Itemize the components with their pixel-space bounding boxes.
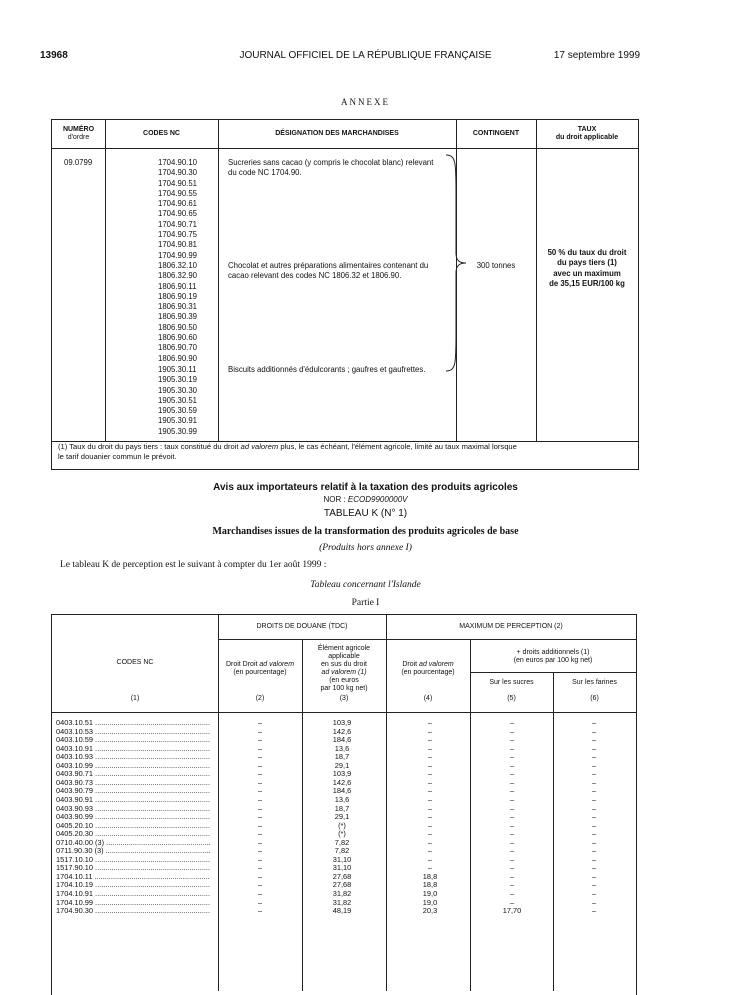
row-element-agricole: 27,68: [332, 871, 352, 881]
row-max-ad-valorem: 18,8: [422, 871, 438, 881]
row-element-agricole: 13,6: [334, 794, 350, 804]
row-farines: –: [591, 854, 597, 864]
nc-code: 1704.90.65: [158, 209, 198, 219]
row-farines: –: [591, 863, 597, 873]
row-droit-ad-valorem: –: [257, 846, 263, 856]
header-date: 17 septembre 1999: [553, 50, 640, 61]
row-farines: –: [591, 880, 597, 890]
row-farines: –: [591, 837, 597, 847]
row-sucres: –: [509, 803, 515, 813]
row-max-ad-valorem: –: [427, 760, 433, 770]
row-element-agricole: 142,6: [332, 726, 352, 736]
tableau-title: TABLEAU K (N° 1): [323, 508, 408, 519]
row-max-ad-valorem: 18,8: [422, 880, 438, 890]
notice-title: Avis aux importateurs relatif à la taxation des produits agricoles: [213, 482, 518, 493]
row-sucres: –: [509, 760, 515, 770]
row-droit-ad-valorem: –: [257, 812, 263, 822]
row-farines: –: [591, 794, 597, 804]
codes-group-2: [158, 261, 197, 364]
tableau-k: [51, 614, 637, 995]
row-farines: –: [591, 871, 597, 881]
row-farines: –: [591, 846, 597, 856]
row-droit-ad-valorem: –: [257, 794, 263, 804]
row-max-ad-valorem: –: [427, 769, 433, 779]
row-sucres: –: [509, 777, 515, 787]
nc-code: 1905.30.11: [158, 365, 197, 374]
row-code: 1704.10.91 .....: [56, 890, 210, 898]
row-droit-ad-valorem: –: [257, 786, 263, 796]
row-element-agricole: 7,82: [334, 846, 350, 856]
header-contingent: CONTINGENT: [472, 130, 520, 137]
col-num-2: (2): [255, 695, 265, 702]
row-farines: –: [591, 735, 597, 745]
row-code: 1704.10.19 .....: [56, 881, 210, 889]
row-farines: –: [591, 760, 597, 770]
row-max-ad-valorem: 20,3: [422, 906, 438, 916]
header-maximum: MAXIMUM DE PERCEPTION (2): [459, 623, 563, 630]
col-num-5: (5): [507, 695, 516, 702]
header-col6: Sur les farines: [572, 679, 617, 686]
row-code: 1517.10.10 .....: [56, 856, 210, 864]
nor-line: NOR : ECOD9900000V: [323, 495, 408, 504]
row-sucres: –: [509, 812, 515, 822]
row-code: 0710.40.00 (3) .....: [56, 839, 210, 847]
row-code: 0405.20.10 .....: [56, 822, 210, 830]
header-taux: TAUX du droit applicable: [555, 126, 619, 141]
row-element-agricole: 27,68: [332, 880, 352, 890]
hors-annexe: (Produits hors annexe I): [319, 543, 412, 553]
row-sucres: –: [509, 820, 515, 830]
row-element-agricole: 18,7: [334, 803, 350, 813]
row-element-agricole: 18,7: [334, 752, 350, 762]
row-farines: –: [591, 889, 597, 898]
row-code: 1704.10.99 .....: [56, 899, 210, 907]
nc-code: 1806.90.50: [158, 322, 198, 332]
row-max-ad-valorem: –: [427, 786, 433, 796]
row-max-ad-valorem: –: [427, 777, 433, 787]
row-element-agricole: 184,6: [332, 735, 352, 745]
row-element-agricole: 103,9: [332, 718, 352, 727]
row-max-ad-valorem: –: [427, 794, 433, 804]
row-droit-ad-valorem: –: [257, 777, 263, 787]
row-element-agricole: 31,10: [332, 854, 352, 864]
intro-text: Le tableau K de perception est le suivant à compter du 1er août 1999 :: [60, 560, 327, 570]
contingent-value: 300 tonnes: [476, 261, 516, 270]
row-sucres: –: [509, 718, 515, 727]
row-element-agricole: 48,19: [332, 906, 352, 916]
row-code: 0711.90.30 (3) .....: [56, 847, 210, 855]
journal-title: JOURNAL OFFICIEL DE LA RÉPUBLIQUE FRANÇAISE: [239, 50, 492, 61]
row-droit-ad-valorem: –: [257, 752, 263, 762]
page-number: 13968: [40, 50, 68, 61]
row-max-ad-valorem: –: [427, 820, 433, 830]
row-farines: –: [591, 743, 597, 753]
designation-3: Biscuits additionnés d'édulcorants ; gaufres et gaufrettes.: [228, 365, 426, 374]
row-code: 0403.10.93 .....: [56, 753, 210, 761]
row-droit-ad-valorem: –: [257, 760, 263, 770]
header-droits-douane: DROITS DE DOUANE (TDC): [256, 623, 348, 630]
row-max-ad-valorem: –: [427, 718, 433, 727]
row-element-agricole: (*): [338, 829, 346, 839]
row-element-agricole: 184,6: [332, 786, 352, 796]
row-droit-ad-valorem: –: [257, 889, 263, 898]
row-sucres: –: [509, 794, 515, 804]
row-sucres: –: [509, 837, 515, 847]
row-element-agricole: 7,82: [334, 837, 350, 847]
nc-code: 1806.90.70: [158, 343, 198, 353]
row-element-agricole: 31,10: [332, 863, 352, 873]
row-sucres: –: [509, 871, 515, 881]
row-droit-ad-valorem: –: [257, 820, 263, 830]
row-code: 1517.90.10 .....: [56, 864, 210, 872]
nc-code: 1806.90.19: [158, 291, 198, 301]
annex-footnote: (1) Taux du droit du pays tiers : taux constitué du droit ad valorem plus, le cas échéant, l'élément agricole, limité au taux maximal lorsque le tarif douanier commun le prévoit.: [58, 442, 517, 461]
row-droit-ad-valorem: –: [257, 897, 263, 907]
row-max-ad-valorem: –: [427, 743, 433, 753]
nc-code: 1704.90.81: [158, 240, 198, 250]
row-max-ad-valorem: –: [427, 863, 433, 873]
row-farines: –: [591, 820, 597, 830]
header-numero: NUMÉRO d'ordre: [62, 126, 95, 141]
col-num-4: (4): [423, 695, 433, 702]
table-row: [52, 907, 636, 915]
nc-code: 1704.90.55: [158, 188, 198, 198]
row-sucres: –: [509, 889, 515, 898]
row-element-agricole: 103,9: [332, 769, 352, 779]
row-element-agricole: 142,6: [332, 777, 352, 787]
row-sucres: –: [509, 726, 515, 736]
row-farines: –: [591, 786, 597, 796]
row-code: 0403.10.59 .....: [56, 736, 210, 744]
row-code: 0403.10.53 .....: [56, 728, 210, 736]
row-sucres: –: [509, 769, 515, 779]
annex-table: [51, 119, 639, 470]
row-sucres: –: [509, 752, 515, 762]
row-code: 0403.90.93 .....: [56, 805, 210, 813]
designation-2: Chocolat et autres préparations alimentaires contenant du cacao relevant des codes NC 1806.32 et 1806.90.: [228, 261, 429, 281]
row-farines: –: [591, 812, 597, 822]
row-element-agricole: 29,1: [334, 812, 350, 822]
nc-code: 1905.30.51: [158, 395, 198, 405]
codes-group-1: [158, 158, 197, 261]
nc-code: 1806.90.31: [158, 302, 198, 312]
row-sucres: –: [509, 743, 515, 753]
row-max-ad-valorem: –: [427, 752, 433, 762]
row-code: 0403.10.99 .....: [56, 762, 210, 770]
nc-code: 1905.30.19: [158, 375, 198, 385]
designation-1: Sucreries sans cacao (y compris le chocolat blanc) relevant du code NC 1704.90.: [228, 158, 434, 178]
row-sucres: –: [509, 880, 515, 890]
row-droit-ad-valorem: –: [257, 906, 263, 916]
header-col56: + droits additionnels (1) (en euros par 100 kg net): [513, 649, 593, 664]
row-droit-ad-valorem: –: [257, 837, 263, 847]
row-droit-ad-valorem: –: [257, 718, 263, 727]
nc-code: 1704.90.71: [158, 219, 198, 229]
header-col3: Élément agricole applicable en sus du droit ad valorem (1) (en euros par 100 kg net): [317, 645, 371, 692]
row-sucres: 17,70: [502, 906, 522, 916]
header-codes-nc: CODES NC: [116, 659, 154, 666]
row-element-agricole: 29,1: [334, 760, 350, 770]
col-num-6: (6): [590, 695, 599, 702]
row-farines: –: [591, 906, 597, 916]
row-farines: –: [591, 718, 597, 727]
header-col2: Droit Droit ad valorem (en pourcentage): [225, 661, 295, 676]
row-farines: –: [591, 726, 597, 736]
island-title: Tableau concernant l'Islande: [310, 580, 421, 590]
row-element-agricole: 31,82: [332, 889, 352, 898]
row-farines: –: [591, 803, 597, 813]
row-sucres: –: [509, 897, 515, 907]
nc-code: 1704.90.61: [158, 199, 198, 209]
col-num-1: (1): [130, 695, 140, 702]
nc-code: 1806.90.90: [158, 353, 198, 363]
annex-title: ANNEXE: [341, 97, 390, 107]
row-sucres: –: [509, 863, 515, 873]
nc-code: 1704.90.75: [158, 230, 198, 240]
header-designation: DÉSIGNATION DES MARCHANDISES: [275, 130, 399, 137]
row-droit-ad-valorem: –: [257, 803, 263, 813]
row-sucres: –: [509, 786, 515, 796]
row-code: 0403.90.91 .....: [56, 796, 210, 804]
row-max-ad-valorem: –: [427, 854, 433, 864]
row-farines: –: [591, 777, 597, 787]
nc-code: 1704.90.10: [158, 158, 198, 167]
row-code: 0403.90.79 .....: [56, 787, 210, 795]
row-code: 0403.10.91 .....: [56, 745, 210, 753]
row-droit-ad-valorem: –: [257, 743, 263, 753]
nc-code: 1806.90.60: [158, 333, 198, 343]
col-num-3: (3): [339, 695, 349, 702]
codes-group-3: [158, 365, 197, 437]
row-max-ad-valorem: –: [427, 846, 433, 856]
row-sucres: –: [509, 735, 515, 745]
row-farines: –: [591, 769, 597, 779]
row-droit-ad-valorem: –: [257, 880, 263, 890]
nc-code: 1704.90.99: [158, 250, 198, 260]
partie-title: Partie I: [351, 598, 380, 608]
row-code: 0403.10.51 .....: [56, 719, 210, 727]
row-max-ad-valorem: 19,0: [422, 897, 438, 907]
nc-code: 1806.32.90: [158, 271, 198, 281]
header-col4: Droit ad valorem (en pourcentage): [401, 661, 455, 676]
tableau-subtitle: Marchandises issues de la transformation des produits agricoles de base: [212, 526, 519, 537]
row-code: 0403.90.99 .....: [56, 813, 210, 821]
order-number: 09.0799: [64, 158, 93, 167]
row-max-ad-valorem: –: [427, 812, 433, 822]
nc-code: 1806.90.11: [158, 281, 197, 291]
row-sucres: –: [509, 846, 515, 856]
row-code: 1704.90.30 .....: [56, 907, 210, 915]
nc-code: 1806.32.10: [158, 261, 198, 270]
row-droit-ad-valorem: –: [257, 863, 263, 873]
nc-code: 1704.90.30: [158, 168, 198, 178]
nc-code: 1704.90.51: [158, 178, 198, 188]
row-code: 0403.90.71 .....: [56, 770, 210, 778]
row-droit-ad-valorem: –: [257, 854, 263, 864]
header-col5: Sur les sucres: [489, 679, 534, 686]
nc-code: 1905.30.59: [158, 406, 198, 416]
row-max-ad-valorem: 19,0: [422, 889, 438, 898]
row-max-ad-valorem: –: [427, 829, 433, 839]
row-element-agricole: (*): [338, 820, 346, 830]
row-max-ad-valorem: –: [427, 803, 433, 813]
taux-value: 50 % du taux du droit du pays tiers (1) avec un maximum de 35,15 EUR/100 kg: [547, 248, 627, 288]
row-sucres: –: [509, 829, 515, 839]
nc-code: 1905.30.91: [158, 416, 198, 426]
row-droit-ad-valorem: –: [257, 829, 263, 839]
row-farines: –: [591, 897, 597, 907]
row-max-ad-valorem: –: [427, 726, 433, 736]
row-farines: –: [591, 752, 597, 762]
nc-code: 1905.30.30: [158, 385, 198, 395]
header-codes: CODES NC: [143, 130, 180, 137]
row-droit-ad-valorem: –: [257, 726, 263, 736]
row-droit-ad-valorem: –: [257, 769, 263, 779]
row-sucres: –: [509, 854, 515, 864]
row-element-agricole: 31,82: [332, 897, 352, 907]
row-element-agricole: 13,6: [334, 743, 350, 753]
row-max-ad-valorem: –: [427, 837, 433, 847]
row-code: 1704.10.11 .....: [56, 873, 210, 881]
nc-code: 1905.30.99: [158, 426, 198, 436]
nc-code: 1806.90.39: [158, 312, 198, 322]
row-farines: –: [591, 829, 597, 839]
row-max-ad-valorem: –: [427, 735, 433, 745]
row-code: 0403.90.73 .....: [56, 779, 210, 787]
row-code: 0405.20.30 .....: [56, 830, 210, 838]
row-droit-ad-valorem: –: [257, 871, 263, 881]
row-droit-ad-valorem: –: [257, 735, 263, 745]
